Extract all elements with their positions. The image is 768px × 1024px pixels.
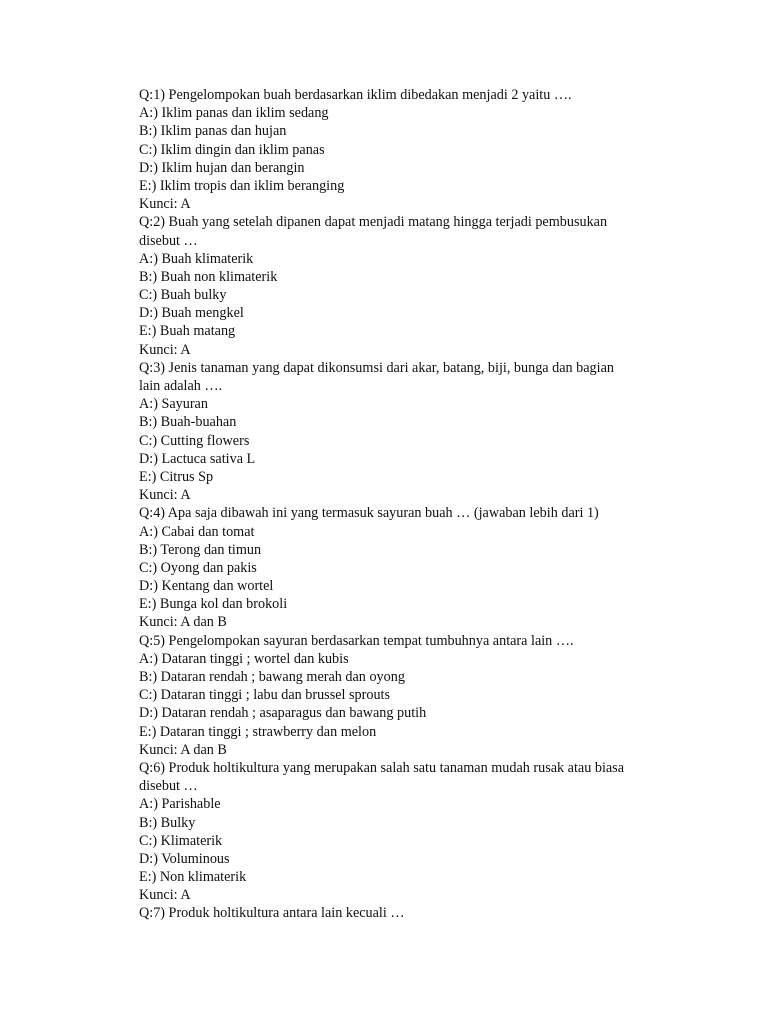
answer-option: E:) Buah matang bbox=[139, 323, 236, 340]
answer-option: D:) Dataran rendah ; asaparagus dan bawang putih bbox=[139, 705, 427, 722]
question-text: Q:4) Apa saja dibawah ini yang termasuk sayuran buah … (jawaban lebih dari 1) bbox=[139, 505, 599, 522]
answer-option: D:) Iklim hujan dan berangin bbox=[139, 159, 305, 176]
answer-key: Kunci: A bbox=[139, 487, 191, 504]
answer-option: E:) Dataran tinggi ; strawberry dan melon bbox=[139, 723, 377, 740]
question-block bbox=[139, 213, 679, 359]
quiz-content bbox=[139, 86, 679, 923]
question-text: Q:7) Produk holtikultura antara lain kecuali … bbox=[139, 905, 405, 922]
answer-key: Kunci: A dan B bbox=[139, 741, 227, 758]
answer-option: B:) Dataran rendah ; bawang merah dan oyong bbox=[139, 669, 405, 685]
answer-key: Kunci: A bbox=[139, 196, 191, 213]
question-text-continued: disebut … bbox=[139, 778, 198, 795]
answer-option: E:) Citrus Sp bbox=[139, 468, 214, 485]
question-text-continued: disebut … bbox=[139, 232, 198, 249]
question-block bbox=[139, 86, 679, 213]
answer-option: D:) Lactuca sativa L bbox=[139, 450, 256, 467]
answer-option: B:) Buah non klimaterik bbox=[139, 268, 278, 285]
answer-option: C:) Oyong dan pakis bbox=[139, 559, 257, 576]
answer-option: D:) Voluminous bbox=[139, 850, 230, 867]
answer-option: B:) Buah-buahan bbox=[139, 414, 237, 431]
answer-option: A:) Sayuran bbox=[139, 396, 208, 413]
answer-option: E:) Iklim tropis dan iklim beranging bbox=[139, 177, 345, 194]
answer-option: C:) Cutting flowers bbox=[139, 432, 250, 449]
question-text-continued: lain adalah …. bbox=[139, 378, 223, 394]
answer-option: E:) Bunga kol dan brokoli bbox=[139, 596, 288, 613]
answer-key: Kunci: A dan B bbox=[139, 614, 227, 631]
answer-option: C:) Iklim dingin dan iklim panas bbox=[139, 141, 325, 158]
answer-option: C:) Buah bulky bbox=[139, 287, 227, 304]
answer-option: A:) Cabai dan tomat bbox=[139, 523, 255, 540]
question-block bbox=[139, 632, 679, 759]
answer-option: E:) Non klimaterik bbox=[139, 869, 247, 886]
answer-option: D:) Kentang dan wortel bbox=[139, 578, 274, 595]
answer-option: A:) Dataran tinggi ; wortel dan kubis bbox=[139, 650, 349, 667]
question-text: Q:5) Pengelompokan sayuran berdasarkan tempat tumbuhnya antara lain …. bbox=[139, 632, 574, 649]
answer-option: A:) Iklim panas dan iklim sedang bbox=[139, 105, 329, 122]
answer-key: Kunci: A bbox=[139, 887, 191, 904]
question-text: Q:3) Jenis tanaman yang dapat dikonsumsi dari akar, batang, biji, bunga dan bagian bbox=[139, 359, 614, 376]
question-text: Q:1) Pengelompokan buah berdasarkan iklim dibedakan menjadi 2 yaitu …. bbox=[139, 87, 572, 103]
answer-key: Kunci: A bbox=[139, 341, 191, 358]
question-block bbox=[139, 504, 679, 631]
question-block bbox=[139, 359, 679, 505]
answer-option: A:) Parishable bbox=[139, 796, 221, 813]
question-text: Q:6) Produk holtikultura yang merupakan salah satu tanaman mudah rusak atau biasa bbox=[139, 759, 625, 776]
answer-option: D:) Buah mengkel bbox=[139, 305, 244, 322]
answer-option: B:) Terong dan timun bbox=[139, 541, 262, 558]
question-text: Q:2) Buah yang setelah dipanen dapat menjadi matang hingga terjadi pembusukan bbox=[139, 214, 608, 231]
answer-option: B:) Iklim panas dan hujan bbox=[139, 123, 287, 140]
question-block bbox=[139, 759, 679, 905]
answer-option: C:) Klimaterik bbox=[139, 832, 223, 849]
question-block bbox=[139, 904, 679, 922]
answer-option: C:) Dataran tinggi ; labu dan brussel sprouts bbox=[139, 687, 390, 704]
answer-option: A:) Buah klimaterik bbox=[139, 250, 254, 267]
answer-option: B:) Bulky bbox=[139, 814, 196, 831]
